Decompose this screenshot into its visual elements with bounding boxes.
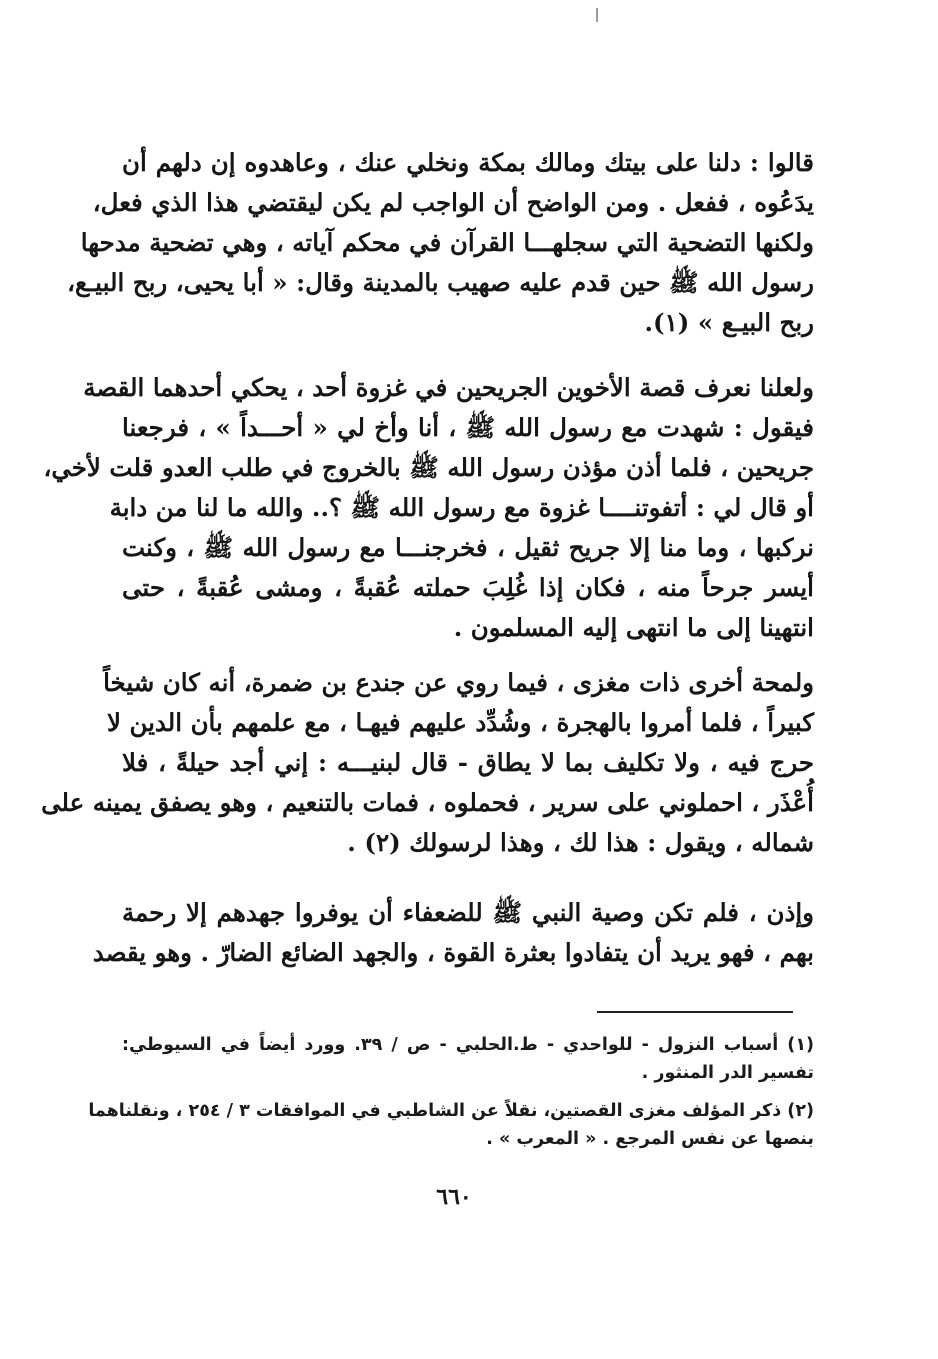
text-line: حرج فيه ، ولا تكليف بما لا يطاق - قال لبنيـــه : إني أجد حيلةً ، فلا <box>122 748 814 777</box>
text-line: فيقول : شهدت مع رسول الله ﷺ ، أنا وأخ لي « أحـــداً » ، فرجعنا <box>122 413 814 442</box>
paragraph-2 <box>43 368 814 648</box>
text-line: ولعلنا نعرف قصة الأخوين الجريحين في غزوة أحد ، يحكي أحدهما القصة <box>83 373 814 402</box>
text-line: يدَعُوه ، ففعل . ومن الواضح أن الواجب لم يكن ليقتضي هذا الذي فعل، <box>92 188 814 217</box>
text-line: انتهينا إلى ما انتهى إليه المسلمون . <box>453 613 814 642</box>
text-line: بهم ، فهو يريد أن يتفادوا بعثرة القوة ، والجهد الضائع الضارّ . وهو يقصد <box>92 938 814 967</box>
text-line: قالوا : دلنا على بيتك ومالك بمكة ونخلي عنك ، وعاهدوه إن دلهم أن <box>122 148 814 177</box>
footnote-line: بنصها عن نفس المرجع . « المعرب » . <box>486 1129 814 1149</box>
text-line: نركبها ، وما منا إلا جريح ثقيل ، فخرجنـــا مع رسول الله ﷺ ، وكنت <box>122 533 814 562</box>
paragraph-4 <box>92 893 814 973</box>
text-line: ولمحة أخرى ذات مغزى ، فيما روي عن جندع بن ضمرة، أنه كان شيخاً <box>103 668 814 697</box>
paragraph-3 <box>41 663 814 863</box>
text-line: رسول الله ﷺ حين قدم عليه صهيب بالمدينة وقال: « أبا يحيى، ربح البيـع، <box>67 268 814 297</box>
page-number: ٦٦٠ <box>436 1184 472 1210</box>
text-line: أيسر جرحاً منه ، فكان إذا غُلِبَ حملته عُقبةً ، ومشى عُقبةً ، حتى <box>122 573 814 602</box>
text-line: ربح البيـع » (١). <box>644 308 814 337</box>
text-line: أو قال لي : أتفوتنــــا غزوة مع رسول الله ﷺ ؟.. والله ما لنا من دابة <box>109 493 814 522</box>
footnote-line: (٢) ذكر المؤلف مغزى القصتين، نقلاً عن الشاطبي في الموافقات ٣ / ٢٥٤ ، ونقلناهما <box>88 1101 814 1121</box>
text-line: ولكنها التضحية التي سجلهـــا القرآن في محكم آياته ، وهي تضحية مدحها <box>80 228 814 257</box>
footnote-2 <box>88 1097 814 1153</box>
footnote-line: تفسير الدر المنثور . <box>641 1063 814 1083</box>
footnote-line: (١) أسباب النزول - للواحدي - ط.الحلبي - ص / ٣٩. وورد أيضاً في السيوطي: <box>122 1035 814 1055</box>
text-line: جريحين ، فلما أذن مؤذن رسول الله ﷺ بالخروج في طلب العدو قلت لأخي، <box>43 453 814 482</box>
footnote-1 <box>122 1031 814 1087</box>
paragraph-1 <box>67 143 814 343</box>
footnote-separator <box>597 1011 793 1013</box>
text-line: وإذن ، فلم تكن وصية النبي ﷺ للضعفاء أن يوفروا جهدهم إلا رحمة <box>122 898 814 927</box>
text-line: شماله ، ويقول : هذا لك ، وهذا لرسولك (٢) . <box>347 828 814 857</box>
scan-speck <box>596 8 598 22</box>
text-line: كبيراً ، فلما أمروا بالهجرة ، وشُدِّد عليهم فيهـا ، مع علمهم بأن الدين لا <box>106 708 814 737</box>
text-line: أُعْذَر ، احملوني على سرير ، فحملوه ، فمات بالتنعيم ، وهو يصفق يمينه على <box>41 788 814 817</box>
